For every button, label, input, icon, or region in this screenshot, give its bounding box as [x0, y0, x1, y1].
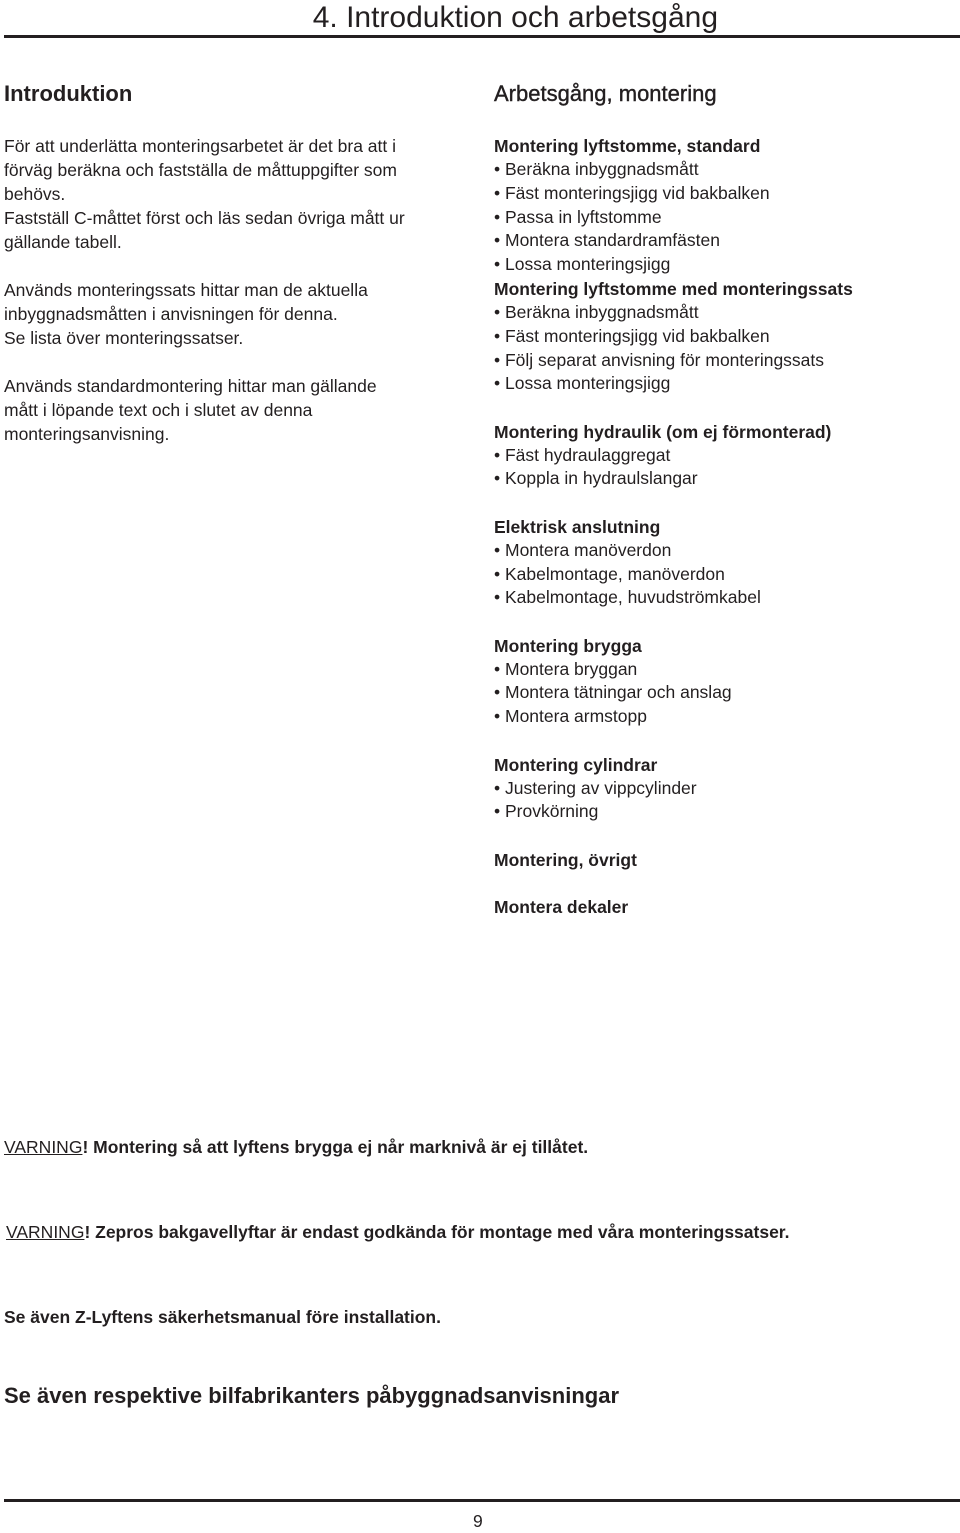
section-lyftstomme — [494, 134, 954, 396]
list-item: • Montera bryggan — [494, 658, 638, 679]
list-item: • Montera armstopp — [494, 706, 647, 727]
list-item: • Beräkna inbyggnadsmått — [494, 301, 699, 322]
section-title: Montering, övrigt — [494, 849, 637, 870]
section-title: Montering lyftstomme med monteringssats — [494, 278, 853, 299]
section-ovrigt — [494, 848, 954, 872]
list-item: • Kabelmontage, huvudströmkabel — [494, 587, 761, 608]
section-elektrisk — [494, 515, 954, 610]
section-title: Elektrisk anslutning — [494, 516, 661, 537]
list-item: • Montera manöverdon — [494, 539, 672, 560]
list-item: • Beräkna inbyggnadsmått — [494, 159, 699, 179]
page-title: 4. Introduktion och arbetsgång — [312, 1, 718, 34]
text-line: För att underlätta monteringsarbetet är det bra att i — [4, 136, 397, 156]
section-cylindrar — [494, 753, 954, 825]
text-line: Se lista över monteringssatser. — [4, 328, 244, 348]
text-line: förväg beräkna och fastställa de måttuppgifter som — [4, 160, 397, 180]
list-item: • Fäst monteringsjigg vid bakbalken — [494, 182, 770, 203]
warning-2 — [6, 1220, 790, 1244]
warning-label: VARNING — [6, 1222, 85, 1242]
section-title: Montering lyftstomme, standard — [494, 136, 761, 156]
text-line: gällande tabell. — [4, 232, 122, 252]
section-title: Montera dekaler — [494, 897, 629, 918]
section-title: Montering brygga — [494, 635, 642, 656]
footer-heading: Se även respektive bilfabrikanters påbyggnadsanvisningar — [4, 1383, 620, 1408]
warning-text: ! Montering så att lyftens brygga ej når marknivå är ej tillåtet. — [82, 1137, 589, 1157]
text-line: Används monteringssats hittar man de aktuella — [4, 280, 368, 300]
title-divider — [4, 35, 960, 38]
introduction-column — [4, 80, 464, 470]
list-item: • Provkörning — [494, 801, 599, 822]
list-item: • Kabelmontage, manöverdon — [494, 563, 725, 584]
section-title: Montering hydraulik (om ej förmonterad) — [494, 421, 832, 442]
text-line: behövs. — [4, 184, 66, 204]
section-dekaler — [494, 895, 954, 919]
list-item: • Fäst monteringsjigg vid bakbalken — [494, 325, 770, 346]
list-item: • Koppla in hydraulslangar — [494, 468, 698, 489]
list-item: • Följ separat anvisning för monteringssats — [494, 349, 825, 370]
text-line: monteringsanvisning. — [4, 424, 170, 444]
section-brygga — [494, 634, 954, 729]
intro-paragraph-3 — [4, 374, 464, 446]
safety-manual-note: Se även Z-Lyftens säkerhetsmanual före installation. — [4, 1307, 441, 1327]
list-item: • Montera standardramfästen — [494, 230, 720, 251]
list-item: • Justering av vippcylinder — [494, 777, 697, 798]
introduction-heading: Introduktion — [4, 81, 133, 106]
section-title: Montering cylindrar — [494, 754, 658, 775]
list-item: • Lossa monteringsjigg — [494, 373, 671, 394]
list-item: • Montera tätningar och anslag — [494, 682, 732, 703]
workflow-heading: Arbetsgång, montering — [494, 81, 717, 106]
workflow-column — [494, 80, 954, 943]
list-item: • Lossa monteringsjigg — [494, 254, 671, 275]
list-item: • Passa in lyftstomme — [494, 206, 662, 227]
list-item: • Fäst hydraulaggregat — [494, 444, 671, 465]
text-line: Fastställ C-måttet först och läs sedan övriga mått ur — [4, 208, 405, 228]
page-number: 9 — [473, 1511, 483, 1531]
intro-paragraph-1 — [4, 134, 464, 254]
text-line: mått i löpande text och i slutet av denna — [4, 400, 313, 420]
intro-paragraph-2 — [4, 278, 464, 350]
footer-divider — [4, 1499, 960, 1502]
warning-text: ! Zepros bakgavellyftar är endast godkända för montage med våra monteringssatser. — [84, 1222, 790, 1242]
warning-label: VARNING — [4, 1137, 83, 1157]
text-line: inbyggnadsmåtten i anvisningen för denna. — [4, 304, 338, 324]
section-hydraulik — [494, 420, 954, 492]
warning-1 — [4, 1135, 588, 1159]
text-line: Används standardmontering hittar man gällande — [4, 376, 377, 396]
